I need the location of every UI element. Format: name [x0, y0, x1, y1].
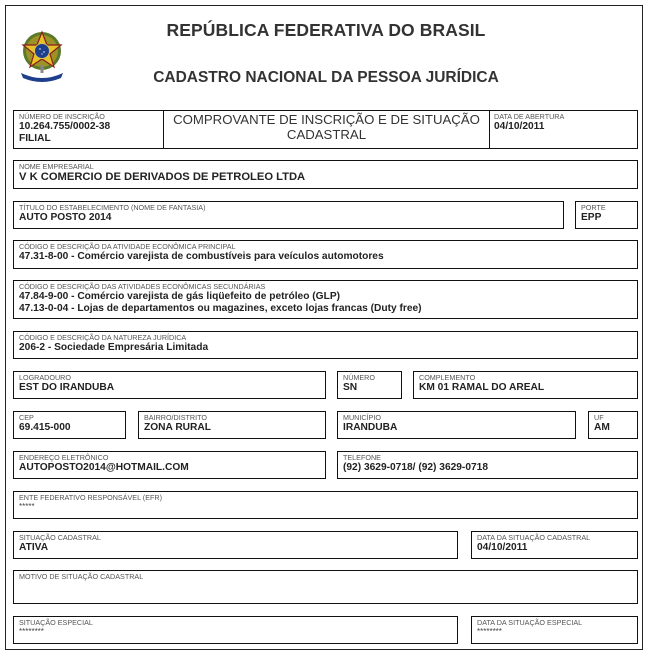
situacao-value: ATIVA: [19, 542, 49, 553]
abertura-value: 04/10/2011: [494, 121, 545, 132]
inscricao-tipo: FILIAL: [19, 133, 51, 144]
porte-label: PORTE: [581, 203, 606, 212]
data-situacao-especial-label: DATA DA SITUAÇÃO ESPECIAL: [477, 618, 583, 627]
logradouro-field: [13, 371, 326, 399]
municipio-label: MUNICÍPIO: [343, 413, 381, 422]
uf-label: UF: [594, 413, 604, 422]
atividades-secundarias-label: CÓDIGO E DESCRIÇÃO DAS ATIVIDADES ECONÔMICAS SECUNDÁRIAS: [19, 282, 266, 291]
inscricao-field: [13, 110, 164, 149]
logradouro-value: EST DO IRANDUBA: [19, 382, 115, 393]
data-situacao-especial-field: [471, 616, 638, 644]
logradouro-label: LOGRADOURO: [19, 373, 71, 382]
atividade-principal-field: [13, 240, 638, 269]
municipio-field: [337, 411, 576, 439]
efr-field: [13, 491, 638, 519]
natureza-juridica-label: CÓDIGO E DESCRIÇÃO DA NATUREZA JURÍDICA: [19, 333, 187, 342]
titulo-field: [13, 201, 564, 229]
data-situacao-field: [471, 531, 638, 559]
situacao-field: [13, 531, 458, 559]
natureza-juridica-field: [13, 331, 638, 359]
uf-field: [588, 411, 638, 439]
titulo-label: TÍTULO DO ESTABELECIMENTO (NOME DE FANTASIA): [19, 203, 206, 212]
situacao-especial-value: ********: [19, 627, 44, 636]
data-situacao-especial-value: ********: [477, 627, 502, 636]
complemento-value: KM 01 RAMAL DO AREAL: [419, 382, 545, 393]
page-subtitle: CADASTRO NACIONAL DA PESSOA JURÍDICA: [153, 69, 499, 86]
situacao-especial-field: [13, 616, 458, 644]
efr-value: *****: [19, 502, 35, 511]
numero-field: [337, 371, 402, 399]
nome-empresarial-field: [13, 160, 638, 189]
numero-label: NÚMERO: [343, 373, 375, 382]
data-situacao-value: 04/10/2011: [477, 542, 528, 553]
atividade-principal-label: CÓDIGO E DESCRIÇÃO DA ATIVIDADE ECONÔMICA PRINCIPAL: [19, 242, 236, 251]
cep-field: [13, 411, 126, 439]
email-label: ENDEREÇO ELETRÔNICO: [19, 453, 109, 462]
bairro-field: [138, 411, 326, 439]
bairro-label: BAIRRO/DISTRITO: [144, 413, 207, 422]
page-title: REPÚBLICA FEDERATIVA DO BRASIL: [166, 20, 486, 40]
nome-empresarial-label: NOME EMPRESARIAL: [19, 162, 94, 171]
comprovante-line1: COMPROVANTE DE INSCRIÇÃO E DE SITUAÇÃO: [173, 112, 480, 127]
municipio-value: IRANDUBA: [343, 422, 398, 433]
porte-field: [575, 201, 638, 229]
motivo-field: [13, 570, 638, 604]
atividade-principal-value: 47.31-8-00 - Comércio varejista de combustíveis para veículos automotores: [19, 251, 384, 262]
email-field: [13, 451, 326, 479]
titulo-value: AUTO POSTO 2014: [19, 212, 112, 223]
telefone-field: [337, 451, 638, 479]
atividade-secundaria-item: 47.13-0-04 - Lojas de departamentos ou magazines, exceto lojas francas (Duty free): [19, 303, 422, 314]
porte-value: EPP: [581, 212, 602, 223]
numero-value: SN: [343, 382, 358, 393]
motivo-label: MOTIVO DE SITUAÇÃO CADASTRAL: [19, 572, 144, 581]
bairro-value: ZONA RURAL: [144, 422, 211, 433]
atividades-secundarias-field: [13, 280, 638, 319]
comprovante-line2: CADASTRAL: [286, 127, 367, 142]
natureza-juridica-value: 206-2 - Sociedade Empresária Limitada: [19, 342, 209, 353]
efr-label: ENTE FEDERATIVO RESPONSÁVEL (EFR): [19, 493, 162, 502]
situacao-especial-label: SITUAÇÃO ESPECIAL: [19, 618, 93, 627]
nome-empresarial-value: V K COMERCIO DE DERIVADOS DE PETROLEO LTDA: [19, 171, 306, 183]
comprovante-title: [163, 110, 490, 149]
cep-value: 69.415-000: [19, 422, 71, 433]
abertura-field: [489, 110, 638, 149]
email-value: AUTOPOSTO2014@HOTMAIL.COM: [19, 462, 189, 473]
telefone-label: TELEFONE: [343, 453, 381, 462]
complemento-field: [413, 371, 638, 399]
abertura-label: DATA DE ABERTURA: [494, 112, 565, 121]
atividade-secundaria-item: 47.84-9-00 - Comércio varejista de gás liqüefeito de petróleo (GLP): [19, 291, 341, 302]
inscricao-value: 10.264.755/0002-38: [19, 121, 111, 132]
cep-label: CEP: [19, 413, 34, 422]
complemento-label: COMPLEMENTO: [419, 373, 476, 382]
inscricao-label: NÚMERO DE INSCRIÇÃO: [19, 112, 105, 121]
data-situacao-label: DATA DA SITUAÇÃO CADASTRAL: [477, 533, 591, 542]
situacao-label: SITUAÇÃO CADASTRAL: [19, 533, 101, 542]
uf-value: AM: [594, 422, 610, 433]
telefone-value: (92) 3629-0718/ (92) 3629-0718: [343, 462, 488, 473]
